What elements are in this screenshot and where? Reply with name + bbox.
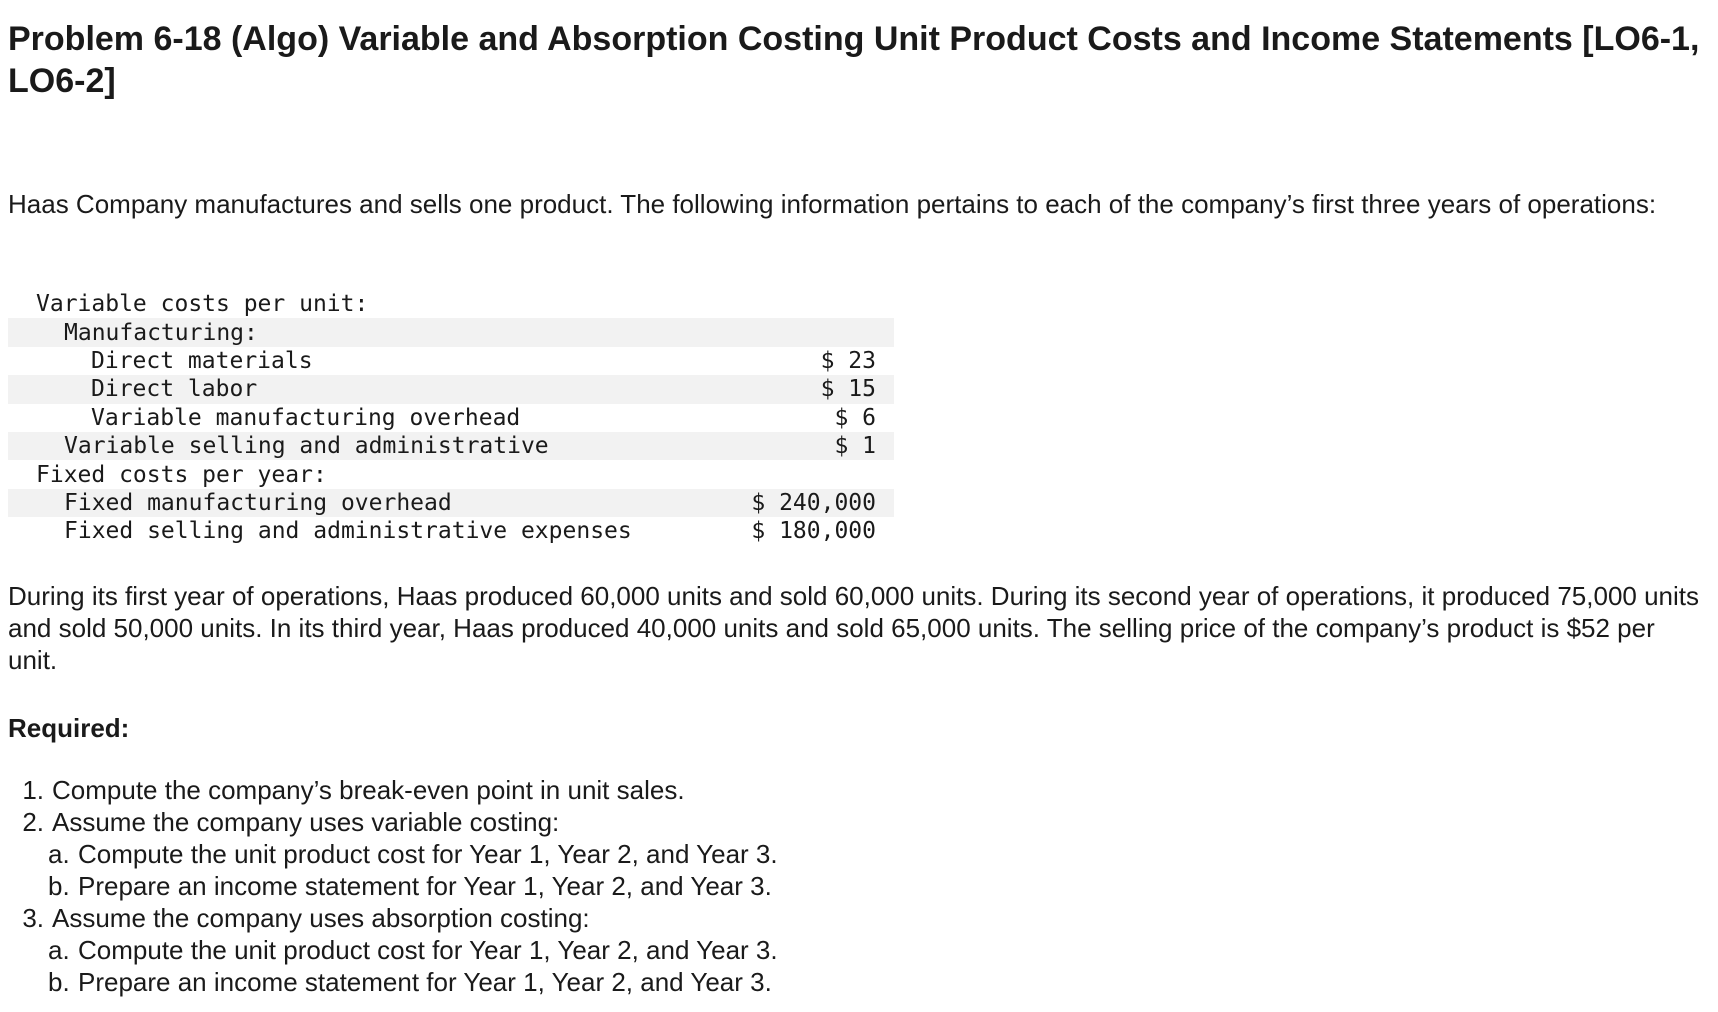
item-text: Assume the company uses absorption costing:: [52, 903, 590, 933]
item-number: b.: [48, 967, 70, 997]
item-number: b.: [48, 871, 70, 901]
row-amount: [729, 318, 894, 346]
table-row: [8, 460, 894, 488]
row-amount: [729, 290, 894, 318]
list-item: [8, 774, 1208, 806]
table-row: [8, 347, 894, 375]
table-row: [8, 290, 894, 318]
row-amount: $ 6: [834, 404, 876, 431]
list-item: [8, 934, 1208, 966]
row-amount: $ 180,000: [751, 518, 876, 545]
table-row: [8, 375, 894, 403]
item-text: Assume the company uses variable costing:: [52, 807, 560, 837]
list-item: [8, 870, 1208, 902]
row-amount: $ 23: [820, 347, 876, 374]
row-label: Direct materials: [91, 347, 313, 374]
cost-table: [8, 290, 894, 546]
row-amount: $ 1: [729, 432, 894, 460]
list-item: [8, 902, 1208, 934]
item-text: Compute the company’s break-even point in unit sales.: [52, 775, 685, 805]
table-row: [8, 517, 894, 545]
row-amount: $ 240,000: [729, 489, 894, 517]
table-row: [8, 432, 894, 460]
intro-paragraph: Haas Company manufactures and sells one product. The following information pertains to each of the company’s first three years of operations:: [8, 189, 1657, 219]
item-text: Prepare an income statement for Year 1, Year 2, and Year 3.: [78, 871, 772, 901]
row-amount: [729, 460, 894, 488]
item-text: Compute the unit product cost for Year 1, Year 2, and Year 3.: [78, 935, 778, 965]
item-text: Prepare an income statement for Year 1, Year 2, and Year 3.: [78, 967, 772, 997]
row-label: Direct labor: [8, 375, 729, 403]
required-list: [8, 774, 1208, 998]
item-number: 3.: [22, 903, 44, 933]
table-row: [8, 404, 894, 432]
item-number: 2.: [22, 807, 44, 837]
row-label: Variable manufacturing overhead: [91, 404, 521, 431]
row-label: Manufacturing:: [8, 318, 729, 346]
row-label: Fixed selling and administrative expenses: [64, 518, 632, 545]
list-item: [8, 838, 1208, 870]
row-label: Variable selling and administrative: [8, 432, 729, 460]
row-label: Fixed manufacturing overhead: [8, 489, 729, 517]
problem-title: Problem 6-18 (Algo) Variable and Absorption Costing Unit Product Costs and Income Statements [LO6-1, LO6-2]: [8, 20, 1700, 100]
table-row: [8, 318, 894, 346]
row-label: Variable costs per unit:: [36, 291, 369, 318]
item-text: Compute the unit product cost for Year 1, Year 2, and Year 3.: [78, 839, 778, 869]
scenario-paragraph: During its first year of operations, Haas produced 60,000 units and sold 60,000 units. During its second year of operations, it produced 75,000 units and sold 50,000 units. In its third year, Haas produced 40,000 units and sold 65,000 units. The selling price of the company’s product is $52 per unit.: [8, 581, 1700, 675]
list-item: [8, 806, 1208, 838]
item-number: a.: [48, 839, 70, 869]
list-item: [8, 966, 1208, 998]
row-amount: $ 15: [729, 375, 894, 403]
row-label: Fixed costs per year:: [36, 461, 327, 488]
item-number: 1.: [22, 775, 44, 805]
item-number: a.: [48, 935, 70, 965]
table-row: [8, 489, 894, 517]
required-heading: Required:: [8, 713, 130, 743]
